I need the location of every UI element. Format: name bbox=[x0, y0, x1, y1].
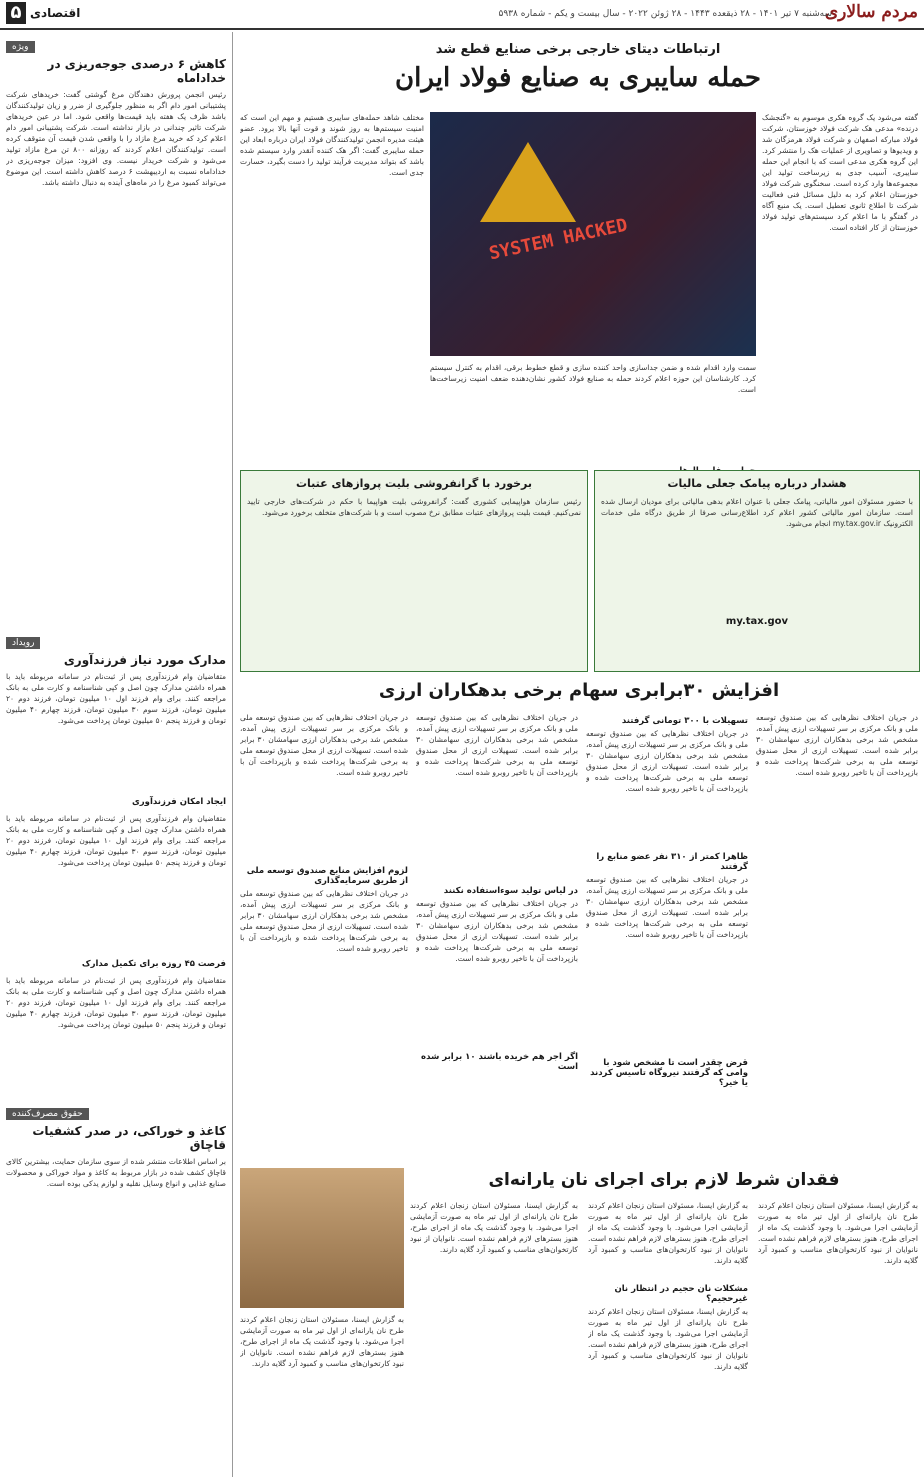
lead-photo bbox=[430, 112, 756, 356]
story2-title: مدارک مورد نیاز فرزندآوری bbox=[63, 653, 226, 667]
article2-sub4: در لیاس تولید سوءاستفاده نکنند bbox=[443, 886, 578, 896]
lead-headline: حمله سایبری به صنایع فولاد ایران bbox=[395, 63, 761, 93]
article2-sub3: لزوم افزایش منابع صندوق توسعه ملی از طریق سرمایه‌گذاری bbox=[246, 866, 408, 886]
flight-box bbox=[240, 470, 588, 672]
tax-sms-box bbox=[594, 470, 920, 672]
article2-sub6: قرض چقدر است تا مشخص شود با وامی که گرفتند نیروگاه تاسیس کردند یا خیر؟ bbox=[590, 1058, 748, 1088]
box1-title: هشدار درباره پیامک جعلی مالیات bbox=[667, 477, 847, 490]
page-header bbox=[0, 0, 924, 30]
article2-sub1: تسهیلات با ۳۰۰ تومانی گرفتند bbox=[621, 716, 748, 726]
lead-kicker: ارتباطات دیتای خارجی برخی صنایع قطع شد bbox=[435, 42, 721, 57]
article3-title: فقدان شرط لازم برای اجرای نان یارانه‌ای bbox=[488, 1170, 840, 1190]
box1-body: با حضور مسئولان امور مالیاتی، پیامک جعلی با عنوان اعلام بدهی مالیاتی برای مودیان ارسال شده است. سازمان امور مالیاتی کشور اعلام کرد اطلاع‌رسانی صرفا از طریق درگاه ملی خدمات الکترونیک my.tax.gov.ir انجام می‌شود. bbox=[601, 497, 913, 528]
story2-body: متقاضیان وام فرزندآوری پس از ثبت‌نام در سامانه مربوطه باید با همراه داشتن مدارک چون اصل و کپی شناسنامه و کارت ملی به بانک مراجعه کنند. برای وام فرزند اول ۱۰ میلیون تومان، فرزند دوم ۲۰ میلیون تومان، فرزند سوم ۳۰ میلیون تومان، فرزند چهارم ۴۰ میلیون تومان و فرزند پنجم ۵۰ میلیون تومان پرداخت می‌شود. bbox=[6, 672, 226, 725]
tax-site: my.tax.gov bbox=[725, 616, 789, 627]
date-line: سه‌شنبه ۷ تیر ۱۴۰۱ - ۲۸ ذیقعده ۱۴۴۳ - ۲۸ ژوئن ۲۰۲۲ - سال بیست و یکم - شماره ۵۹۳۸ bbox=[498, 9, 832, 19]
sidebar bbox=[0, 32, 233, 1477]
tag-event: رویداد bbox=[6, 637, 40, 649]
box2-title: برخورد با گرانفروشی بلیت پروازهای عتبات bbox=[295, 477, 533, 490]
warning-icon bbox=[480, 142, 576, 222]
tag-special: ویژه bbox=[6, 41, 35, 53]
hacked-text: SYSTEM HACKED bbox=[487, 214, 630, 265]
lead-col-right: گفته می‌شود یک گروه هکری موسوم به «گنجشک درنده» مدعی هک شرکت فولاد خوزستان، شرکت فولاد مبارکه اصفهان و شرکت فولاد هرمزگان شد و ویدیوها و تصاویری از عملیات هک را منتشر کرد. این گروه هکری مدعی است که با انجام این حمله سایبری، آسیب جدی به زیرساخت تولید این مجموعه‌ها وارد کرده است. سخنگوی شرکت فولاد خوزستان اعلام کرد به دلیل مسائل فنی فعالیت شرکت تا اطلاع ثانوی تعطیل است. یک منبع آگاه در گفتگو با ما اعلام کرد سیستم‌های تولید فولاد خوزستان از کار افتاده است. bbox=[762, 113, 918, 232]
box2-body: رئیس سازمان هواپیمایی کشوری گفت: گرانفروشی بلیت هواپیما با حکم در شرکت‌های خارجی تایید نمی‌کنیم. قیمت بلیت پروازهای عتبات مطابق نرخ مصوب است و با شرکت‌های متخلف برخورد می‌شود. bbox=[247, 497, 581, 517]
bread-photo bbox=[240, 1168, 404, 1308]
lead-col-mid: سمت وارد اقدام شده و ضمن جداسازی واحد کننده سازی و قطع خطوط برقی، اقدام به کنترل سیستم کرد. کارشناسان این حوزه اعلام کردند حمله به صنایع فولاد کشور نشان‌دهنده ضعف امنیت زیرساخت‌ها است. bbox=[430, 362, 756, 478]
article2-sub2: ظاهرا کمتر از ۳۱۰ نفر عضو منابع را گرفتند bbox=[596, 852, 748, 872]
article2-sub5: اگر اجر هم خریده باشند ۱۰ برابر شده است bbox=[421, 1052, 578, 1072]
story1-title: کاهش ۶ درصدی جوجه‌ریزی در خداداماه bbox=[47, 57, 226, 85]
story2-sub1: ایجاد امکان فرزندآوری bbox=[132, 797, 226, 807]
main-content bbox=[238, 32, 918, 93]
story1-body: رئیس انجمن پرورش دهندگان مرغ گوشتی گفت: خریدهای شرکت پشتیبانی امور دام اگر به منظور جلوگیری از ضرر و زیان تولیدکنندگان باشد ظرف یک هفته باید قیمت‌ها واقعی شود. اما در عین خریدهای شرکت تاثیر چندانی در بازار نداشته است. شرکت پشتیبانی امور دام اعلام کرد که خرید مرغ مازاد را با واقعی شدن قیمت آن متوقف کرده است. تولیدکنندگان اعلام کردند که روزانه ۸۰۰ تن مرغ مازاد تولید می‌شود و شرکت خریدار نیست. وی افزود: میزان جوجه‌ریزی در خداداماه نسبت به اردیبهشت ۶ درصد کاهش داشته است. این موضوع می‌تواند کمبود مرغ را در ماه‌های آینده به دنبال داشته باشد. bbox=[6, 90, 226, 187]
article3-col-left: به گزارش ایسنا، مسئولان استان زنجان اعلام کردند طرح نان یارانه‌ای از اول تیر ماه به صورت آزمایشی اجرا می‌شود. با وجود گذشت یک ماه از اجرای طرح، هنوز بسترهای لازم فراهم نشده است. نانوایان از نبود کارتخوان‌های مناسب و کمبود آرد گلایه دارند. bbox=[240, 1315, 404, 1368]
story3-title: کاغذ و خوراکی، در صدر کشفیات قاچاق bbox=[32, 1124, 226, 1152]
page-number: ۵ bbox=[6, 2, 26, 24]
story2-sub2: فرصت ۴۵ روزه برای تکمیل مدارک bbox=[81, 959, 226, 969]
newspaper-logo: مردم سالاری bbox=[824, 2, 918, 22]
story2-body-cont: متقاضیان وام فرزندآوری پس از ثبت‌نام در سامانه مربوطه باید با همراه داشتن مدارک چون اصل و کپی شناسنامه و کارت ملی به بانک مراجعه کنند. برای وام فرزند اول ۱۰ میلیون تومان، فرزند دوم ۲۰ میلیون تومان، فرزند سوم ۳۰ میلیون تومان، فرزند چهارم ۴۰ میلیون تومان و فرزند پنجم ۵۰ میلیون تومان پرداخت می‌شود. bbox=[6, 814, 226, 867]
story2-body-cont2: متقاضیان وام فرزندآوری پس از ثبت‌نام در سامانه مربوطه باید با همراه داشتن مدارک چون اصل و کپی شناسنامه و کارت ملی به بانک مراجعه کنند. برای وام فرزند اول ۱۰ میلیون تومان، فرزند دوم ۲۰ میلیون تومان، فرزند سوم ۳۰ میلیون تومان، فرزند چهارم ۴۰ میلیون تومان و فرزند پنجم ۵۰ میلیون تومان پرداخت می‌شود. bbox=[6, 976, 226, 1029]
lead-col-left: مختلف شاهد حمله‌های سایبری هستیم و مهم این است که امنیت سیستم‌ها به روز شوند و قوت آنها بالا برود. عضو هیئت مدیره انجمن تولیدکنندگان فولاد ایران درباره ابعاد این حمله سایبری گفت: اگر هک کننده آنقدر وارد سیستم شده باشد که بتواند مدیریت فرآیند تولید را دست بگیرد، خسارت جدی است. bbox=[240, 113, 424, 177]
article3-sub: مشکلات نان حجیم در انتظار نان غیرحجیم؟ bbox=[614, 1284, 748, 1304]
tag-consumer: حقوق مصرف‌کننده bbox=[6, 1108, 89, 1120]
article2-title: افزایش ۳۰برابری سهام برخی بدهکاران ارزی bbox=[378, 680, 780, 701]
section-name: اقتصادی bbox=[30, 6, 81, 20]
story3-body: بر اساس اطلاعات منتشر شده از سوی سازمان حمایت، بیشترین کالای قاچاق کشف شده در بازار مربوط به کاغذ و مواد خوراکی و محصولات صنایع غذایی و انواع وسایل نقلیه و لوازم یدکی بوده است. bbox=[6, 1157, 226, 1188]
